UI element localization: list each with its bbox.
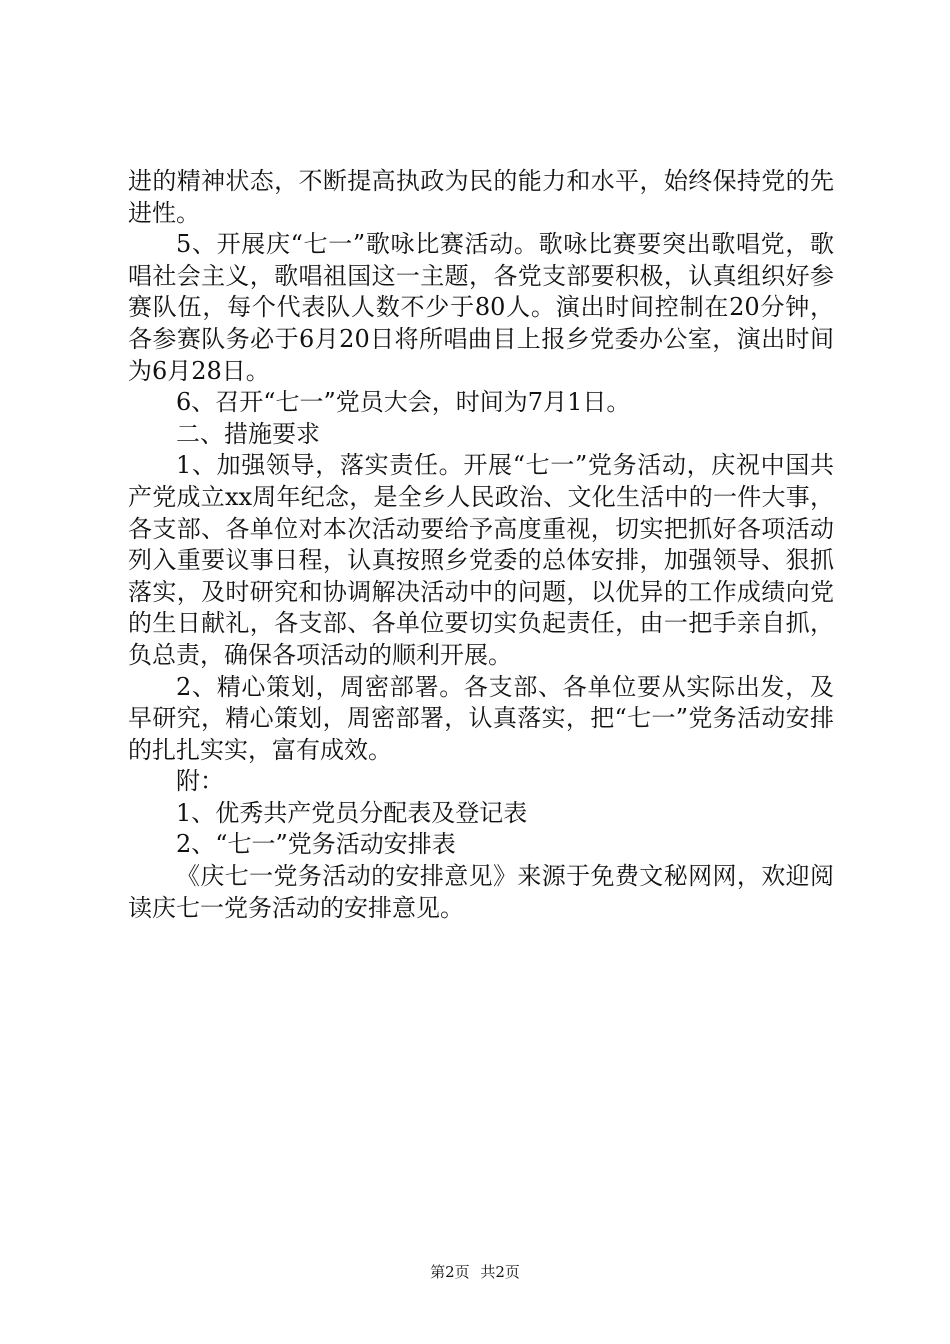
section-heading-measures: 二、措施要求	[176, 419, 320, 448]
paragraph-measure-1-leadership: 1、加强领导，落实责任。开展“七一”党务活动，庆祝中国共产党成立xx周年纪念，是全乡人民政治、文化生活中的一件大事，各支部、各单位对本次活动要给予高度重视，切实把抓好各项活动列入重要议事日程，认真按照乡党委的总体安排，加强领导、狠抓落实，及时研究和协调解决活动中的问题，以优异的工作成绩向党的生日献礼，各支部、各单位要切实负起责任，由一把手亲自抓，负总责，确保各项活动的顺利开展。	[128, 451, 834, 669]
paragraph-item-5-singing-contest: 5、开展庆“七一”歌咏比赛活动。歌咏比赛要突出歌唱党，歌唱社会主义，歌唱祖国这一主题，各党支部要积极，认真组织好参赛队伍，每个代表队人数不少于80人。演出时间控制在20分钟，各参赛队务必于6月20日将所唱曲目上报乡党委办公室，演出时间为6月28日。	[128, 230, 834, 385]
paragraph-continuation: 进的精神状态，不断提高执政为民的能力和水平，始终保持党的先进性。	[128, 167, 834, 227]
attachments-heading: 附：	[176, 767, 224, 796]
source-note: 《庆七一党务活动的安排意见》来源于免费文秘网网，欢迎阅读庆七一党务活动的安排意见。	[128, 862, 834, 922]
document-body	[128, 166, 834, 924]
attachment-item-2: 2、“七一”党务活动安排表	[176, 830, 456, 859]
page-total: 共2页	[480, 1263, 520, 1281]
paragraph-measure-2-planning: 2、精心策划，周密部署。各支部、各单位要从实际出发，及早研究，精心策划，周密部署，认真落实，把“七一”党务活动安排的扎扎实实，富有成效。	[128, 672, 834, 764]
paragraph-item-6-party-meeting: 6、召开“七一”党员大会，时间为7月1日。	[176, 388, 631, 417]
attachment-item-1: 1、优秀共产党员分配表及登记表	[176, 798, 528, 827]
page-number: 第2页	[430, 1263, 470, 1281]
page-footer	[0, 1262, 950, 1282]
